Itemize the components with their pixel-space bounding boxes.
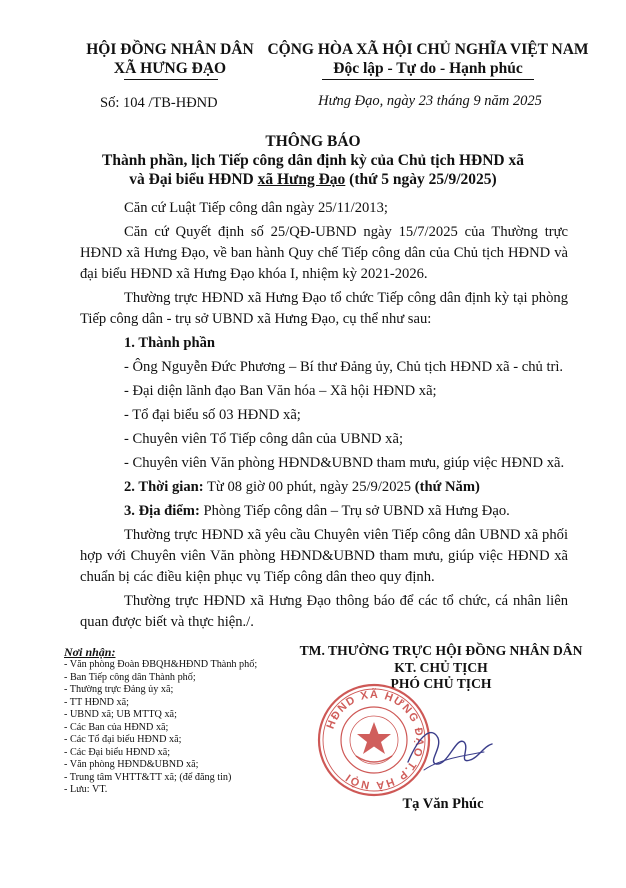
time-day: (thứ Năm) — [414, 479, 480, 495]
issue-date: Hưng Đạo, ngày 23 tháng 9 năm 2025 — [318, 93, 542, 109]
place-label: 3. Địa điểm: — [124, 503, 200, 519]
member-item: - Đại diện lãnh đạo Ban Văn hóa – Xã hội HĐND xã; — [124, 383, 437, 399]
doc-subject-line2 — [40, 170, 586, 189]
subject-part-c: (thứ 5 ngày 25/9/2025) — [345, 171, 497, 188]
member-item: - Chuyên viên Văn phòng HĐND&UBND tham mưu, giúp việc HĐND xã. — [124, 455, 565, 471]
legal-basis-2: Căn cứ Quyết định số 25/QĐ-UBND ngày 15/7/2025 của Thường trực HĐND xã Hưng Đạo, về ban hành Quy chế Tiếp công dân của Chủ tịch HĐND và đại biểu HĐND xã Hưng Đạo khóa I, nhiệm kỳ 2021-2026. — [80, 224, 568, 282]
legal-basis-1: Căn cứ Luật Tiếp công dân ngày 25/11/2013; — [124, 200, 388, 216]
request-paragraph: Thường trực HĐND xã yêu cầu Chuyên viên Tiếp công dân UBND xã phối hợp với Chuyên viên Văn phòng HĐND&UBND tham mưu, giúp việc HĐND xã chuẩn bị các điều kiện phục vụ Tiếp công dân theo quy định. — [80, 527, 568, 585]
section-time — [80, 477, 568, 498]
issuing-org — [60, 40, 280, 78]
doc-type: THÔNG BÁO — [265, 133, 361, 150]
time-value: Từ 08 giờ 00 phút, ngày 25/9/2025 — [203, 479, 415, 495]
document-body — [80, 198, 568, 633]
member-item: - Tổ đại biểu số 03 HĐND xã; — [124, 407, 301, 423]
signer-name: Tạ Văn Phúc — [402, 796, 484, 812]
time-label: 2. Thời gian: — [124, 479, 204, 495]
section-composition-heading: 1. Thành phần — [124, 335, 216, 351]
recipients-label: Nơi nhận: — [64, 645, 116, 659]
national-header — [262, 40, 594, 78]
recipient-item: - Văn phòng HĐND&UBND xã; — [64, 759, 199, 770]
org-underline — [124, 79, 218, 80]
motto: Độc lập - Tự do - Hạnh phúc — [333, 60, 523, 77]
section-place — [80, 501, 568, 522]
recipient-item: - Văn phòng Đoàn ĐBQH&HĐND Thành phố; — [64, 659, 258, 670]
recipients-block — [64, 645, 294, 797]
country-name: CỘNG HÒA XÃ HỘI CHỦ NGHĨA VIỆT NAM — [267, 41, 589, 58]
member-item: - Chuyên viên Tổ Tiếp công dân của UBND xã; — [124, 431, 404, 447]
org-name-line2: XÃ HƯNG ĐẠO — [113, 60, 227, 77]
handwritten-signature — [398, 716, 498, 782]
closing-paragraph: Thường trực HĐND xã Hưng Đạo thông báo để các tổ chức, cá nhân liên quan được biết và thực hiện./. — [80, 593, 568, 630]
motto-underline — [322, 79, 534, 80]
subject-part-b: xã Hưng Đạo — [257, 171, 346, 188]
recipient-item: - TT HĐND xã; — [64, 696, 129, 708]
signature-line1: TM. THƯỜNG TRỰC HỘI ĐỒNG NHÂN DÂN — [299, 643, 583, 658]
recipient-item: - Các Đại biểu HĐND xã; — [64, 746, 171, 758]
intro-paragraph: Thường trực HĐND xã Hưng Đạo tổ chức Tiếp công dân định kỳ tại phòng Tiếp công dân - trụ sở UBND xã Hưng Đạo, cụ thể như sau: — [80, 290, 568, 327]
org-name-line1: HỘI ĐỒNG NHÂN DÂN — [86, 41, 254, 58]
recipient-item: - UBND xã; UB MTTQ xã; — [64, 709, 177, 720]
recipient-item: - Thường trực Đảng ủy xã; — [64, 684, 174, 695]
doc-number: Số: 104 /TB-HĐND — [100, 95, 218, 111]
seal-text: HĐND XÃ HƯNG ĐẠO T.P HÀ NỘI — [324, 688, 426, 792]
place-value: Phòng Tiếp công dân – Trụ sở UBND xã Hưng Đạo. — [199, 503, 510, 519]
seal-star-icon — [357, 722, 391, 754]
recipient-item: - Lưu: VT. — [64, 784, 108, 795]
signature-line3: PHÓ CHỦ TỊCH — [390, 676, 492, 691]
recipient-item: - Các Tổ đại biểu HĐND xã; — [64, 734, 182, 745]
recipient-item: - Trung tâm VHTT&TT xã; (để đăng tin) — [64, 771, 232, 783]
signature-line2: KT. CHỦ TỊCH — [394, 659, 488, 675]
recipient-item: - Các Ban của HĐND xã; — [64, 721, 169, 733]
doc-title-block — [40, 132, 586, 189]
subject-part-a: và Đại biểu HĐND — [129, 171, 258, 188]
recipient-item: - Ban Tiếp công dân Thành phố; — [64, 671, 196, 683]
member-item: - Ông Nguyễn Đức Phương – Bí thư Đảng ủy, Chủ tịch HĐND xã - chủ trì. — [124, 359, 564, 375]
doc-subject-line1: Thành phần, lịch Tiếp công dân định kỳ của Chủ tịch HĐND xã — [102, 152, 524, 169]
